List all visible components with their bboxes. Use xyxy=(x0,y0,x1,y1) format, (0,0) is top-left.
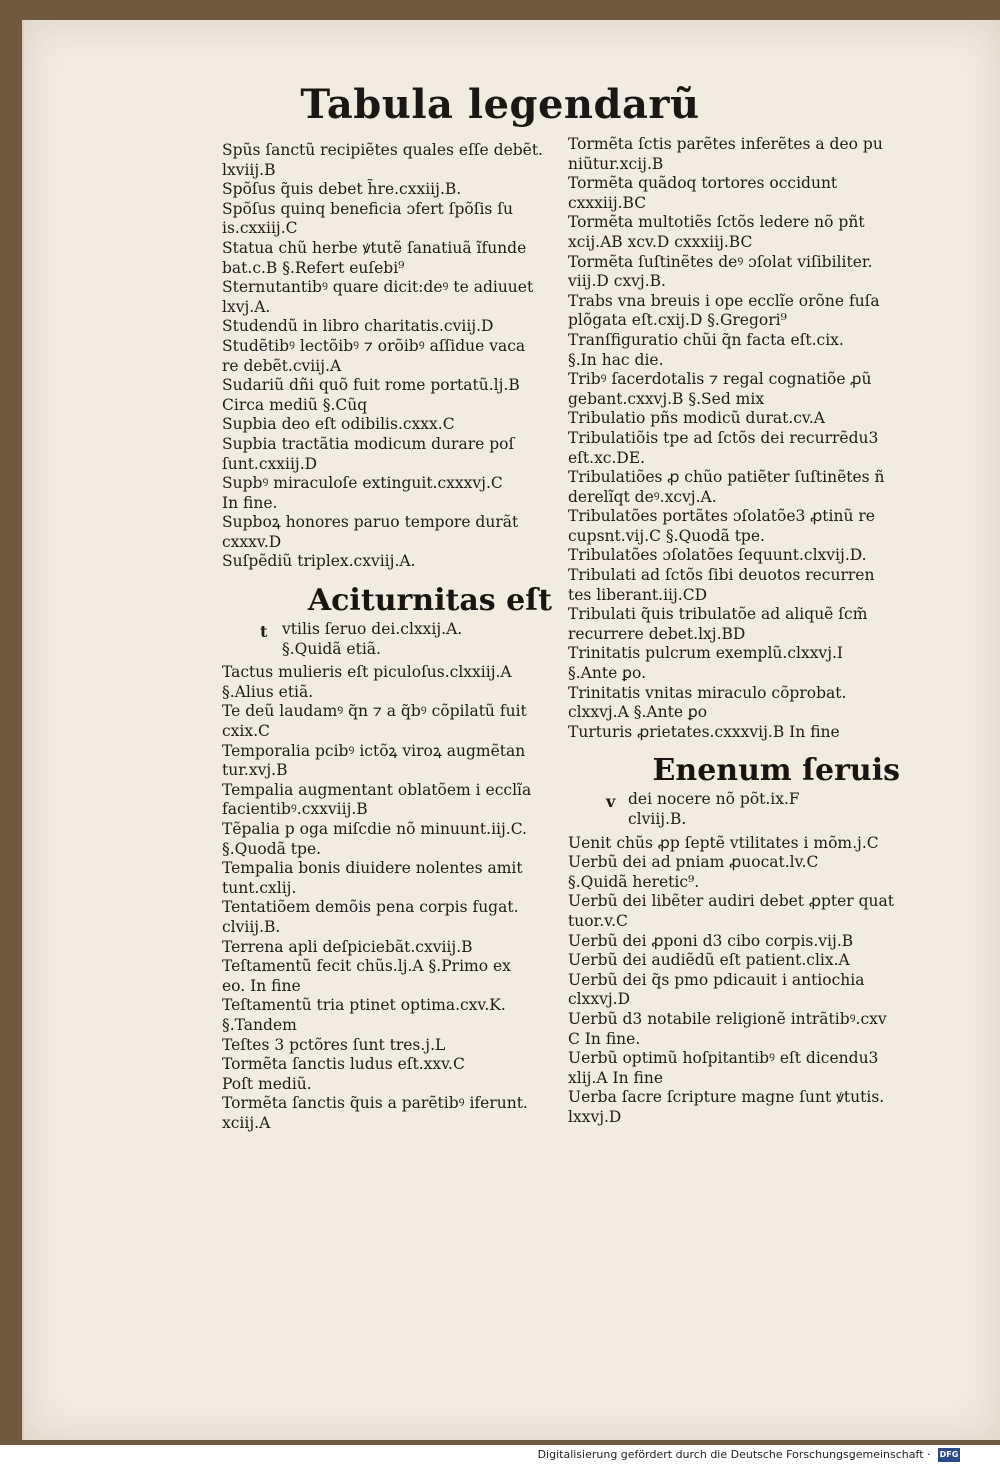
index-entry-line: Tribulatões portãtes ɔſolatõe3 ꝓtinũ re xyxy=(568,507,875,526)
index-entry xyxy=(568,834,900,854)
index-entry xyxy=(568,951,900,971)
index-entry-line: is.cxxiij.C xyxy=(222,219,298,238)
index-entry xyxy=(222,702,552,741)
index-entry-line: Terrena apli deſpiciebãt.cxviij.B xyxy=(222,937,473,956)
index-entry xyxy=(568,971,900,1010)
index-entry-line: lxviij.B xyxy=(222,160,276,179)
index-entry-line: Tormẽta multotiẽs ſctõs ledere nõ pñt xyxy=(568,213,865,232)
index-entry-line: Teſtamentũ tria ptinet optima.cxv.K. xyxy=(222,996,506,1015)
index-entry xyxy=(222,898,552,937)
index-entry xyxy=(568,723,900,743)
index-entry xyxy=(568,644,900,683)
index-entry xyxy=(222,938,552,958)
index-entry-line: Tranſfiguratio chũi q̃n facta eſt.cix. xyxy=(568,330,844,349)
index-entry-line: Supbꝰ miraculoſe extinguit.cxxxvj.C xyxy=(222,474,503,493)
index-entry xyxy=(568,605,900,644)
index-entry xyxy=(568,409,900,429)
index-entry-line: xcij.AB xcv.D cxxxiij.BC xyxy=(568,232,753,251)
index-entry-line: xciij.A xyxy=(222,1113,271,1132)
index-entry-line: niũtur.xcij.B xyxy=(568,154,664,173)
index-entry-line: Spũs ſanctũ recipiẽtes quales eſſe debẽt. xyxy=(222,141,543,159)
dfg-logo: DFG xyxy=(938,1448,960,1462)
index-entry-line: bat.c.B §.Refert euſebi⁹ xyxy=(222,258,405,277)
index-entry-line: Trinitatis pulcrum exemplũ.clxxvj.I xyxy=(568,644,844,663)
index-entry-line: cupsnt.vij.C §.Quodã tpe. xyxy=(568,526,765,545)
index-entry xyxy=(568,546,900,566)
section-letter: v xyxy=(606,792,616,812)
index-entry xyxy=(222,996,552,1035)
section-heading xyxy=(222,582,552,659)
index-entry xyxy=(222,820,552,859)
index-entry xyxy=(568,1010,900,1049)
index-entry-line: derelĩqt deꝰ.xcvj.A. xyxy=(568,487,717,506)
index-entry-line: Trinitatis vnitas miraculo cõprobat. xyxy=(568,683,847,702)
index-entry xyxy=(568,468,900,507)
index-entry-line: Teſtamentũ fecit chũs.lj.A §.Primo ex xyxy=(222,957,511,976)
index-entry-line: Suſpẽdiũ triplex.cxviij.A. xyxy=(222,552,416,571)
section-line: dei nocere nõ põt.ix.F xyxy=(628,790,800,809)
index-entry-line: tunt.cxlij. xyxy=(222,878,297,897)
index-entry-line: Uerbũ dei ad pniam ꝓuocat.lv.C xyxy=(568,853,819,872)
index-entry-line: Sternutantibꝰ quare dicit:deꝰ te adiuuet xyxy=(222,278,534,297)
index-entry-line: Supbia deo eſt odibilis.cxxx.C xyxy=(222,415,455,434)
index-entry xyxy=(222,781,552,820)
index-entry-line: Spõſus quinq beneficia ɔfert ſpõſis ſu xyxy=(222,199,514,218)
right-column xyxy=(568,135,900,1128)
index-entry xyxy=(222,513,552,552)
index-entry-line: Tribꝰ ſacerdotalis ⁊ regal cognatiõe ꝓũ xyxy=(568,370,872,389)
section-title: Enenum ſeruis xyxy=(652,753,900,789)
index-entry-line: §.Ante ꝑo. xyxy=(568,664,647,683)
index-entry xyxy=(568,853,900,892)
index-entry xyxy=(222,239,552,278)
index-entry xyxy=(222,141,552,180)
page-title: Tabula legendarũ xyxy=(300,80,700,128)
index-entry xyxy=(568,253,900,292)
index-entry-line: Tribulati ad ſctõs ſibi deuotos recurren xyxy=(568,566,875,585)
index-entry-line: C In fine. xyxy=(568,1029,641,1048)
index-entry xyxy=(568,429,900,468)
index-entry-line: §.Quodã tpe. xyxy=(222,839,322,858)
index-entry xyxy=(222,180,552,200)
index-entry-line: cxxxv.D xyxy=(222,532,282,551)
section-line: vtilis ſeruo dei.clxxij.A. xyxy=(282,620,463,639)
index-entry-line: Tribulatiões ꝓ chũo patiẽter ſuſtinẽtes ñ xyxy=(568,468,885,487)
index-entry-line: Tribulatio pñs modicũ durat.cv.A xyxy=(568,409,825,428)
index-entry-line: Tempalia augmentant oblatõem i ecclĩa xyxy=(222,780,532,799)
index-entry xyxy=(222,415,552,435)
index-entry-line: plõgata eſt.cxij.D §.Gregori⁹ xyxy=(568,311,787,330)
index-entry-line: tes liberant.iij.CD xyxy=(568,585,708,604)
index-entry-line: Tribulati q̃uis tribulatõe ad aliquẽ ſcm̃ xyxy=(568,605,868,624)
section-heading xyxy=(568,752,900,829)
index-entry-line: Teſtes 3 pctõres ſunt tres.j.L xyxy=(222,1035,446,1054)
index-entry xyxy=(222,337,552,376)
index-entry xyxy=(222,957,552,996)
left-column xyxy=(222,141,552,1134)
index-entry-line: Tribulatões ɔſolatões ſequunt.clxvij.D. xyxy=(568,546,867,565)
index-entry-line: Statua chũ herbe ꝟtutẽ ſanatiuã ĩfunde xyxy=(222,238,527,257)
index-entry-line: Circa mediũ §.Cũq xyxy=(222,395,368,414)
index-entry xyxy=(222,278,552,317)
index-entry-line: cxix.C xyxy=(222,722,270,741)
index-entry-line: cxxxiij.BC xyxy=(568,193,647,212)
index-entry-line: Tormẽta quãdoq tortores occidunt xyxy=(568,174,838,193)
index-entry-line: facientibꝰ.cxxviij.B xyxy=(222,800,368,819)
index-entry xyxy=(222,317,552,337)
section-line: clviij.B. xyxy=(628,810,687,828)
index-entry-line: Tactus mulieris eſt piculoſus.clxxiij.A xyxy=(222,663,512,682)
index-entry-line: In fine. xyxy=(222,493,278,512)
index-entry-line: Tribulatiõis tpe ad ſctõs dei recurrẽdu3 xyxy=(568,428,879,447)
index-entry-line: §.Tandem xyxy=(222,1015,297,1034)
section-letter: t xyxy=(260,622,268,642)
index-entry-line: ſunt.cxxiij.D xyxy=(222,454,318,473)
index-entry-line: tur.xvj.B xyxy=(222,761,288,780)
index-entry-line: Supbia tractãtia modicum durare poſ xyxy=(222,434,515,453)
index-entry-line: clviij.B. xyxy=(222,917,281,936)
index-entry xyxy=(568,331,900,370)
index-entry xyxy=(222,742,552,781)
index-entry-line: viij.D cxvj.B. xyxy=(568,272,666,291)
index-entry-line: Tormẽta ſanctis q̃uis a parẽtibꝰ iferunt. xyxy=(222,1094,528,1113)
index-entry xyxy=(222,1036,552,1056)
footer-text: Digitalisierung gefördert durch die Deutsche Forschungsgemeinschaft · xyxy=(537,1448,931,1461)
index-entry xyxy=(568,135,900,174)
index-entry-line: recurrere debet.lxj.BD xyxy=(568,624,746,643)
index-entry-line: Tormẽta ſanctis ludus eſt.xxv.C xyxy=(222,1055,465,1074)
index-entry-line: Te deũ laudamꝰ q̃n ⁊ a q̃bꝰ cõpilatũ fuit xyxy=(222,702,527,721)
index-entry-line: Tempalia bonis diuidere nolentes amit xyxy=(222,859,523,878)
index-entry-line: §.Quidã heretic⁹. xyxy=(568,872,700,891)
index-entry-line: §.In hac die. xyxy=(568,350,664,369)
index-entry xyxy=(568,292,900,331)
index-entry xyxy=(222,474,552,513)
index-entry xyxy=(568,1049,900,1088)
index-entry-line: Studendũ in libro charitatis.cviij.D xyxy=(222,317,494,336)
index-entry-line: Tormẽta ſctis parẽtes inferẽtes a deo pu xyxy=(568,135,883,153)
index-entry-line: Uerbũ dei q̃s pmo pdicauit i antiochia xyxy=(568,970,865,989)
index-entry xyxy=(568,370,900,409)
index-entry xyxy=(222,1094,552,1133)
index-entry-line: Turturis ꝓrietates.cxxxvij.B In fine xyxy=(568,722,840,741)
index-entry-line: lxxvj.D xyxy=(568,1107,622,1126)
index-entry-line: Spõſus q̃uis debet h̃re.cxxiij.B. xyxy=(222,180,462,199)
index-entry xyxy=(568,507,900,546)
index-entry-line: Uerba ſacre ſcripture magne ſunt ꝟtutis. xyxy=(568,1088,885,1107)
index-entry-line: Poſt mediũ. xyxy=(222,1074,312,1093)
index-entry-line: Tẽpalia p oga miſcdie nõ minuunt.iij.C. xyxy=(222,820,527,838)
index-entry-line: Trabs vna breuis i ope ecclĩe orõne fuſa xyxy=(568,291,880,310)
index-entry xyxy=(568,932,900,952)
index-entry xyxy=(568,684,900,723)
index-entry-line: eſt.xc.DE. xyxy=(568,448,646,467)
index-entry-line: Tentatiõem demõis pena corpis fugat. xyxy=(222,898,519,917)
index-entry-line: clxxvj.D xyxy=(568,990,631,1009)
index-entry-line: Tormẽta ſuſtinẽtes deꝰ ɔſolat viſibiliter. xyxy=(568,252,873,271)
index-entry-line: Temporalia pcibꝰ ictõꝝ viroꝝ augmẽtan xyxy=(222,741,526,760)
index-entry xyxy=(222,435,552,474)
index-entry-line: Sudariũ dñi quõ fuit rome portatũ.lj.B xyxy=(222,376,520,395)
index-entry xyxy=(568,892,900,931)
section-line: §.Quidã etiã. xyxy=(282,639,381,658)
index-entry-line: gebant.cxxvj.B §.Sed mix xyxy=(568,389,765,408)
index-entry-line: Supboꝝ honores paruo tempore durãt xyxy=(222,513,519,532)
index-entry-line: Uenit chũs ꝓp ſeptẽ vtilitates i mõm.j.C xyxy=(568,833,879,852)
index-entry xyxy=(222,552,552,572)
index-entry xyxy=(222,663,552,702)
index-entry-line: lxvj.A. xyxy=(222,297,271,316)
index-entry xyxy=(222,376,552,415)
index-entry-line: re debẽt.cviij.A xyxy=(222,356,342,375)
index-entry-line: Uerbũ d3 notabile religionẽ intrãtibꝰ.cxv xyxy=(568,1009,887,1028)
index-entry xyxy=(568,1088,900,1127)
index-entry-line: Uerbũ dei libẽter audiri debet ꝓpter quat xyxy=(568,892,894,911)
index-entry-line: tuor.v.C xyxy=(568,911,628,930)
index-entry xyxy=(222,200,552,239)
index-entry xyxy=(222,1055,552,1094)
index-entry xyxy=(222,859,552,898)
index-entry-line: Uerbũ dei ꝓponi d3 cibo corpis.vij.B xyxy=(568,931,854,950)
footer-credit xyxy=(538,1444,960,1465)
index-entry xyxy=(568,174,900,213)
index-entry xyxy=(568,566,900,605)
index-entry-line: §.Alius etiã. xyxy=(222,682,314,701)
section-title: Aciturnitas eſt xyxy=(307,583,552,619)
index-entry-line: Uerbũ dei audiẽdũ eſt patient.clix.A xyxy=(568,951,850,970)
index-entry-line: Uerbũ optimũ hoſpitantibꝰ eſt dicendu3 xyxy=(568,1049,879,1068)
index-entry-line: eo. In fine xyxy=(222,976,301,995)
index-entry-line: clxxvj.A §.Ante ꝑo xyxy=(568,703,708,722)
index-entry-line: xlij.A In fine xyxy=(568,1068,664,1087)
index-entry-line: Studẽtibꝰ lectõibꝰ ⁊ orõibꝰ aſſidue vaca xyxy=(222,336,526,355)
index-entry xyxy=(568,213,900,252)
